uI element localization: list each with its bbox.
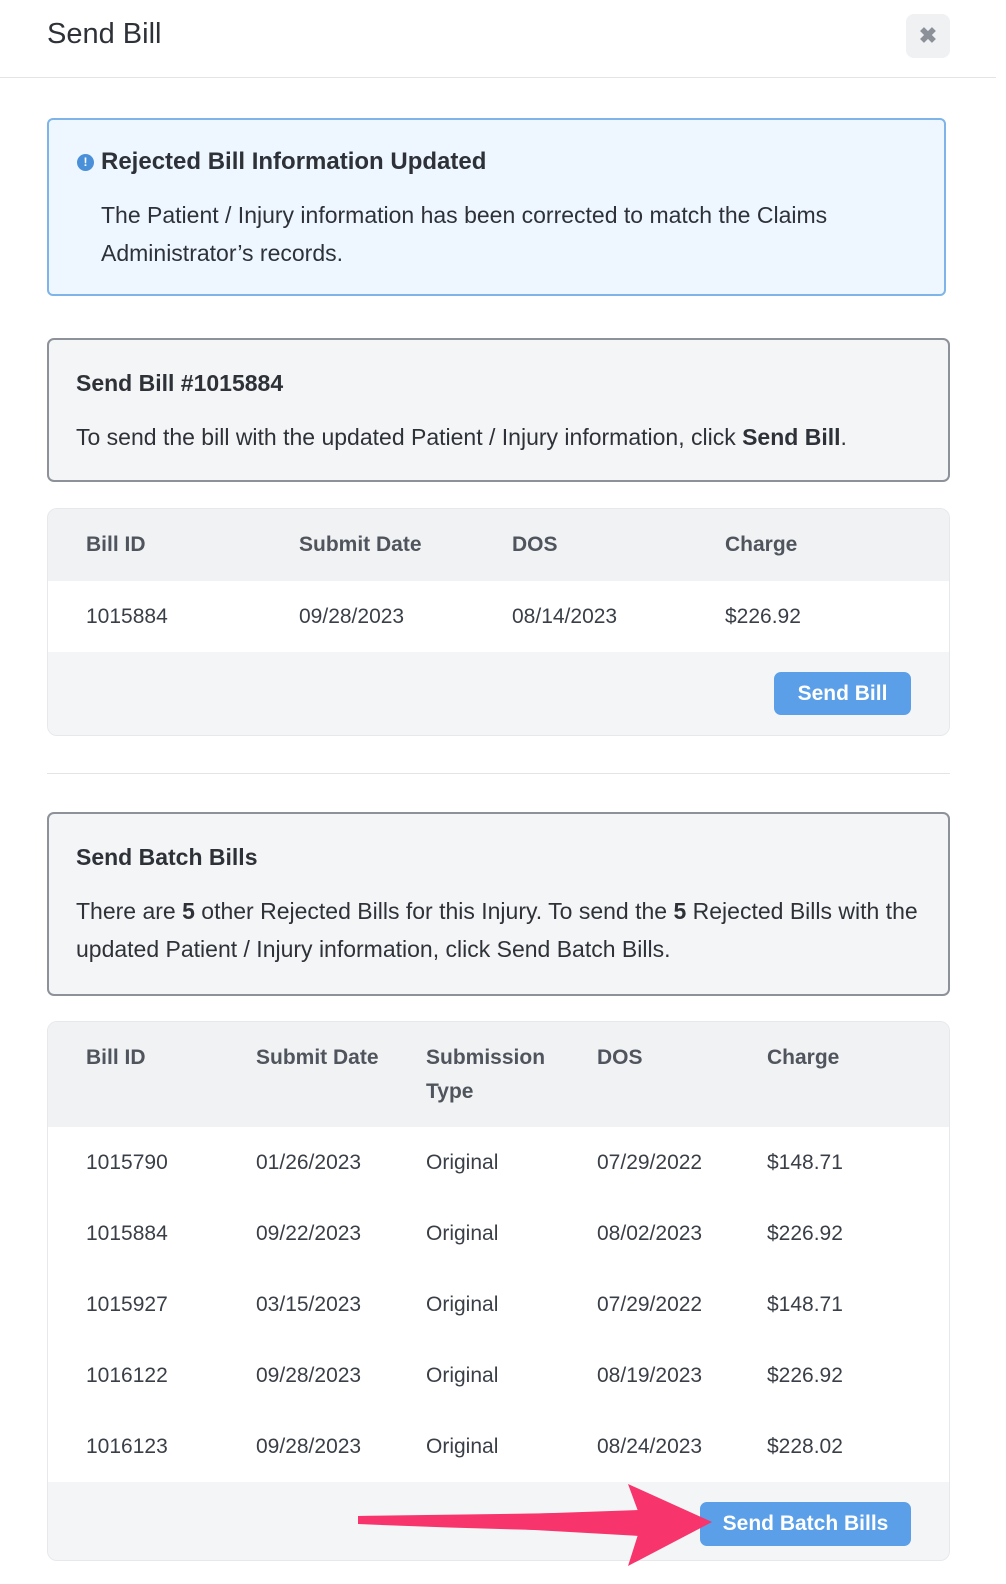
table-footer: [48, 652, 949, 736]
cell-submit-date: 09/28/2023: [256, 1364, 362, 1387]
cell-dos: 07/29/2022: [597, 1151, 703, 1174]
header-submit-date: Submit Date: [256, 1046, 379, 1069]
table-header: [48, 1022, 949, 1127]
send-bill-description: To send the bill with the updated Patient / Injury information, click Send Bill.: [76, 424, 847, 450]
table-header: [48, 509, 949, 581]
cell-bill-id: 1015790: [86, 1151, 168, 1174]
batch-bills-table: [47, 1021, 950, 1561]
modal-title: Send Bill: [47, 18, 162, 50]
header-submit-date: Submit Date: [299, 533, 422, 556]
cell-charge: $148.71: [767, 1151, 843, 1174]
table-footer: [48, 1483, 949, 1561]
batch-description: There are 5 other Rejected Bills for this Injury. To send the 5 Rejected Bills with the updated Patient / Injury information, click Send Batch Bills.: [76, 898, 918, 962]
cell-submission-type: Original: [426, 1364, 499, 1387]
cell-bill-id: 1015927: [86, 1293, 168, 1316]
cell-charge: $226.92: [767, 1364, 843, 1387]
cell-bill-id: 1016123: [86, 1435, 168, 1458]
info-icon: !: [77, 154, 94, 171]
send-bill-button[interactable]: Send Bill: [774, 672, 911, 715]
batch-section: [47, 812, 950, 996]
cell-submission-type: Original: [426, 1435, 499, 1458]
header-bill-id: Bill ID: [86, 1046, 146, 1069]
table-row: [48, 1411, 949, 1482]
cell-submit-date: 09/28/2023: [299, 605, 405, 628]
cell-charge: $226.92: [725, 605, 801, 628]
batch-title: Send Batch Bills: [76, 844, 258, 870]
alert-title: Rejected Bill Information Updated: [101, 148, 487, 175]
cell-charge: $228.02: [767, 1435, 843, 1458]
cell-submit-date: 09/22/2023: [256, 1222, 362, 1245]
cell-submit-date: 09/28/2023: [256, 1435, 362, 1458]
cell-bill-id: 1016122: [86, 1364, 168, 1387]
close-icon: ✖: [918, 23, 938, 48]
header-charge: Charge: [725, 533, 798, 556]
send-bill-section: [47, 338, 950, 482]
cell-charge: $148.71: [767, 1293, 843, 1316]
header-dos: DOS: [512, 533, 558, 556]
header-submission-type: Submission Type: [426, 1046, 546, 1103]
cell-dos: 08/19/2023: [597, 1364, 703, 1387]
cell-bill-id: 1015884: [86, 1222, 168, 1245]
cell-submit-date: 01/26/2023: [256, 1151, 362, 1174]
header-charge: Charge: [767, 1046, 840, 1069]
cell-charge: $226.92: [767, 1222, 843, 1245]
send-batch-bills-button[interactable]: Send Batch Bills: [700, 1502, 911, 1546]
section-divider: [47, 773, 950, 774]
close-button[interactable]: [906, 14, 950, 58]
alert-body: The Patient / Injury information has been corrected to match the Claims Administrator’s records.: [101, 202, 828, 266]
table-row: [48, 1127, 949, 1198]
cell-submission-type: Original: [426, 1151, 499, 1174]
header-dos: DOS: [597, 1046, 643, 1069]
table-row: [48, 581, 949, 652]
cell-bill-id: 1015884: [86, 605, 168, 628]
cell-dos: 08/02/2023: [597, 1222, 703, 1245]
cell-submission-type: Original: [426, 1222, 499, 1245]
cell-submit-date: 03/15/2023: [256, 1293, 362, 1316]
cell-dos: 08/14/2023: [512, 605, 618, 628]
cell-submission-type: Original: [426, 1293, 499, 1316]
single-bill-table: [47, 508, 950, 736]
info-alert: [47, 118, 946, 296]
modal-header: [0, 0, 996, 78]
send-bill-title: Send Bill #1015884: [76, 370, 284, 396]
table-row: [48, 1269, 949, 1340]
table-row: [48, 1340, 949, 1411]
header-bill-id: Bill ID: [86, 533, 146, 556]
cell-dos: 08/24/2023: [597, 1435, 703, 1458]
cell-dos: 07/29/2022: [597, 1293, 703, 1316]
table-row: [48, 1198, 949, 1269]
